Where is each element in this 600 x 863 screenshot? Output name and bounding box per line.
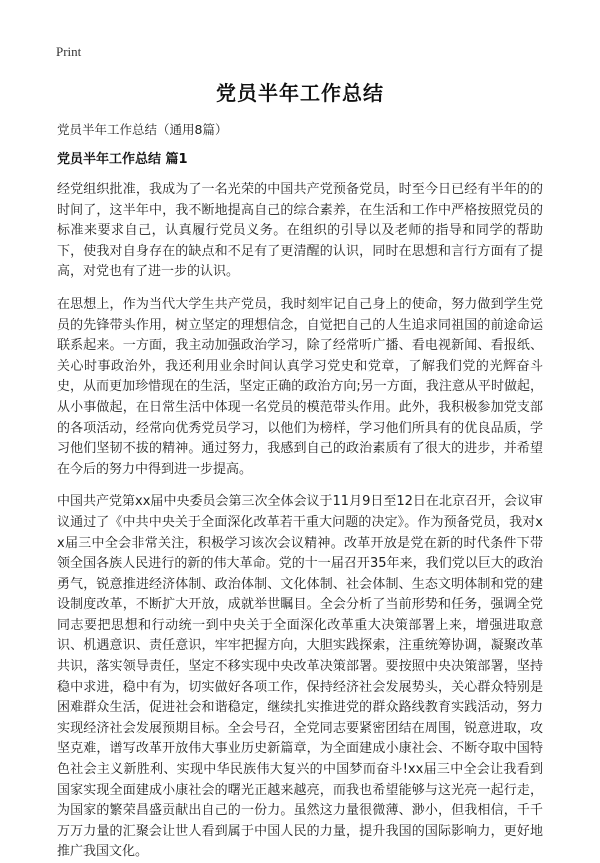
paragraph-1: 经党组织批准，我成为了一名光荣的中国共产党预备党员，时至今日已经有半年的的时间了，这半年中，我不断地提高自己的综合素养，在生活和工作中严格按照党员的标准来要求自己，认真履行党员义务。在组织的引导以及老师的指导和同学的帮助下，使我对自身存在的缺点和不足有了更清醒的认识，同时在思想和言行方面有了提高，对党也有了进一步的认识。 <box>57 182 543 280</box>
paragraph-3: 中国共产党第xx届中央委员会第三次全体会议于11月9日至12日在北京召开，会议审议通过了《中共中央关于全面深化改革若干重大问题的决定》。作为预备党员，我对xx届三中全会非常关注，积极学习该次会议精神。改革开放是党在新的时代条件下带领全国各族人民进行的新的伟大革命。党的十一届召开35年来，我们党以巨大的政治勇气，锐意推进经济体制、政治体制、文化体制、社会体制、生态文明体制和党的建设制度改革，不断扩大开放，成就举世瞩目。全会分析了当前形势和任务，强调全党同志要把思想和行动统一到中央关于全面深化改革重大决策部署上来，增强进取意识、机遇意识、责任意识，牢牢把握方向，大胆实践探索，注重统筹协调，凝聚改革共识，落实领导责任，坚定不移实现中央改革决策部署。要按照中央决策部署，坚持稳中求进，稳中有为，切实做好各项工作，保持经济社会发展势头，关心群众特别是困难群众生活，促进社会和谐稳定，继续扎实推进党的群众路线教育实践活动，努力实现经济社会发展预期目标。全会号召，全党同志要紧密团结在周围，锐意进取，攻坚克难，谱写改革开放伟大事业历史新篇章，为全面建成小康社会、不断夺取中国特色社会主义新胜利、实现中华民族伟大复兴的中国梦而奋斗!xx届三中全会让我看到国家实现全面建成小康社会的曙光正越来越亮，而我也希望能够与这光亮一起行走，为国家的繁荣昌盛贡献出自己的一份力。虽然这力量很微薄、渺小，但我相信，千千万万力量的汇聚会让世人看到属于中国人民的力量，提升我国的国际影响力，更好地推广我国文化。 <box>57 494 543 860</box>
paragraph-2: 在思想上，作为当代大学生共产党员，我时刻牢记自己身上的使命，努力做到学生党员的先锋带头作用，树立坚定的理想信念，自觉把自己的人生追求同祖国的前途命运联系起来。一方面，我主动加强政治学习，除了经常听广播、看电视新闻、看报纸、关心时事政治外，我还利用业余时间认真学习党史和党章，了解我们党的光辉奋斗史，从而更加珍惜现在的生活，坚定正确的政治方向;另一方面，我注意从平时做起，从小事做起，在日常生活中体现一名党员的模范带头作用。此外，我积极参加党支部的各项活动，经常向优秀党员学习，以他们为榜样，学习他们所具有的优良品质，学习他们坚韧不拔的精神。通过努力，我感到自己的政治素质有了很大的进步，并希望在今后的努力中得到进一步提高。 <box>57 296 543 477</box>
document-title: 党员半年工作总结 <box>216 81 384 105</box>
print-label[interactable]: Print <box>56 44 82 59</box>
document-body <box>57 180 543 863</box>
document-subtitle: 党员半年工作总结（通用8篇） <box>57 122 228 137</box>
section-heading: 党员半年工作总结 篇1 <box>57 152 188 167</box>
